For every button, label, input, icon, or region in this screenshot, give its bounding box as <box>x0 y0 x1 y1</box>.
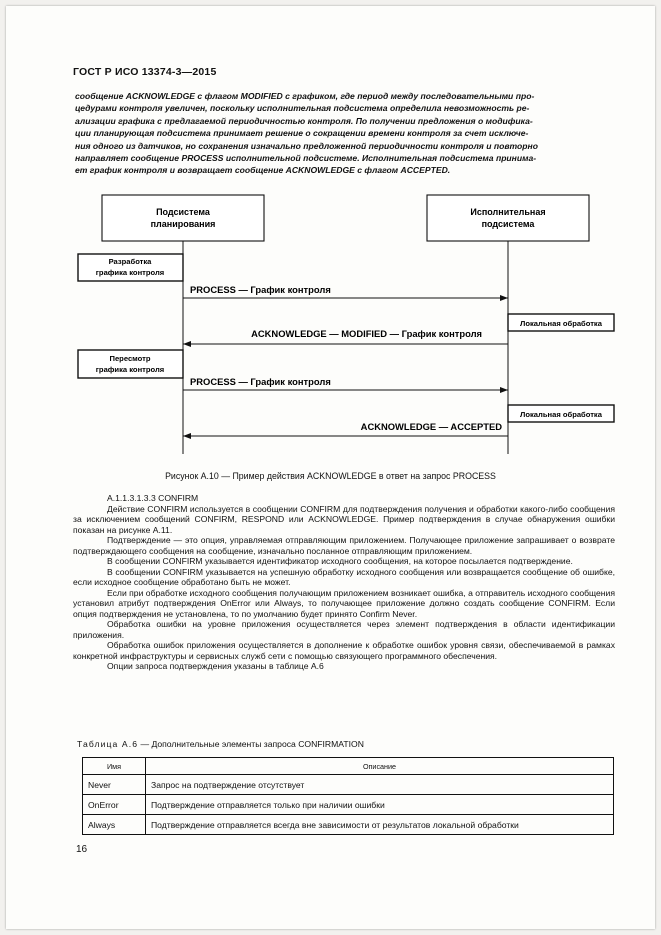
paragraph: Опции запроса подтверждения указаны в таблице А.6 <box>107 661 324 671</box>
message-label: ACKNOWLEDGE — ACCEPTED <box>360 421 502 432</box>
revise-schedule-label: графика контроля <box>95 365 165 374</box>
section-heading: А.1.1.3.1.3.3 CONFIRM <box>107 493 199 503</box>
exec-subsystem-box <box>427 195 589 241</box>
paragraph: В сообщении CONFIRM указывается идентификатор исходного сообщения, на которое посылается подтверждение. <box>107 556 573 566</box>
develop-schedule-label: Разработка <box>108 257 152 266</box>
intro-line: цедурами контроля увеличен, поскольку исполнительная подсистема определила невозможность ре- <box>75 103 530 114</box>
column-header: Описание <box>146 758 614 775</box>
table-title-text: — Дополнительные элементы запроса CONFIRMATION <box>138 739 364 749</box>
local-processing-label: Локальная обработка <box>520 410 602 419</box>
body-text <box>73 493 615 672</box>
intro-line: направляет сообщение PROCESS исполнительной подсистеме. Исполнительная подсистема принима- <box>75 153 537 164</box>
table-row <box>83 795 614 815</box>
intro-line: ния одного из датчиков, но сохранения изначально предложенной периодичности контроля и повторно <box>75 140 538 151</box>
figure-caption: Рисунок А.10 — Пример действия ACKNOWLEDGE в ответ на запрос PROCESS <box>165 471 496 481</box>
message-label: ACKNOWLEDGE — MODIFIED — График контроля <box>251 328 482 339</box>
table-cell: Запрос на подтверждение отсутствует <box>146 775 614 795</box>
intro-line: ет график контроля и возвращает сообщение ACKNOWLEDGE с флагом ACCEPTED. <box>75 165 451 176</box>
table-cell: Подтверждение отправляется только при наличии ошибки <box>146 795 614 815</box>
message-label: PROCESS — График контроля <box>190 376 331 387</box>
options-table <box>82 757 614 835</box>
table-number: Таблица А.6 <box>77 739 139 749</box>
table-cell: Подтверждение отправляется всегда вне зависимости от результатов локальной обработки <box>146 815 614 835</box>
paragraph: В сообщении CONFIRM указывается на успешную обработку исходного сообщения или возвращается сообщение об ошибке, если исходное сообщение обработано быть не может. <box>73 566 615 587</box>
paragraph: Обработка ошибок приложения осуществляется в дополнение к обработке ошибок уровня связи, обеспечиваемой в рамках конкретной инфраструктуры и сервисных служб сети с помощью связующего программного обеспечения. <box>73 640 615 661</box>
document-header: ГОСТ Р ИСО 13374-3—2015 <box>73 66 217 78</box>
intro-line: ции планирующая подсистема принимает решение о сокращении времени контроля за счет исключе- <box>75 128 529 139</box>
table-row <box>83 815 614 835</box>
intro-line: ализации графика с предлагаемой периодичностью контроля. По получении предложения о модифика- <box>75 115 533 126</box>
paragraph: Если при обработке исходного сообщения получающим приложением возникает ошибка, а отправитель исходного сообщения установил атрибут подтверждения OnError или Always, то получающее приложение должно создать сообщение CONFIRM. Если опция подтверждения не установлена, то по умолчанию будет принято Confirm Never. <box>73 587 615 619</box>
planning-subsystem-label: планирования <box>150 219 216 229</box>
table-cell: Always <box>83 815 146 835</box>
planning-subsystem-label: Подсистема <box>156 207 210 217</box>
page-number: 16 <box>76 844 88 855</box>
intro-line: сообщение ACKNOWLEDGE с флагом MODIFIED с графиком, где период между последовательными про- <box>75 91 535 101</box>
paragraph: Действие CONFIRM используется в сообщении CONFIRM для подтверждения получения и обработки какого-либо сообщения за исключением сообщений CONFIRM, RESPOND или ACKNOWLEDGE. Пример подтверждения в случае обнаружения ошибки показан на рисунке А.11. <box>73 503 615 535</box>
planning-subsystem-box <box>102 195 264 241</box>
exec-subsystem-label: подсистема <box>481 219 535 229</box>
table-cell: Never <box>83 775 146 795</box>
table-title <box>77 739 364 749</box>
revise-schedule-label: Пересмотр <box>109 354 151 363</box>
paragraph: Подтверждение — это опция, управляемая отправляющим приложением. Получающее приложение запрашивает о возврате подтверждающего сообщения на сообщение, изначально посланное отправляющим приложением. <box>73 535 615 556</box>
message-label: PROCESS — График контроля <box>190 284 331 295</box>
exec-subsystem-label: Исполнительная <box>470 207 546 217</box>
paragraph: Обработка ошибки на уровне приложения осуществляется через элемент подтверждения в области идентификации приложения. <box>73 619 615 640</box>
table-cell: OnError <box>83 795 146 815</box>
local-processing-label: Локальная обработка <box>520 319 602 328</box>
column-header: Имя <box>83 758 146 775</box>
table-header-row <box>83 758 614 775</box>
table-row <box>83 775 614 795</box>
develop-schedule-label: графика контроля <box>95 268 165 277</box>
